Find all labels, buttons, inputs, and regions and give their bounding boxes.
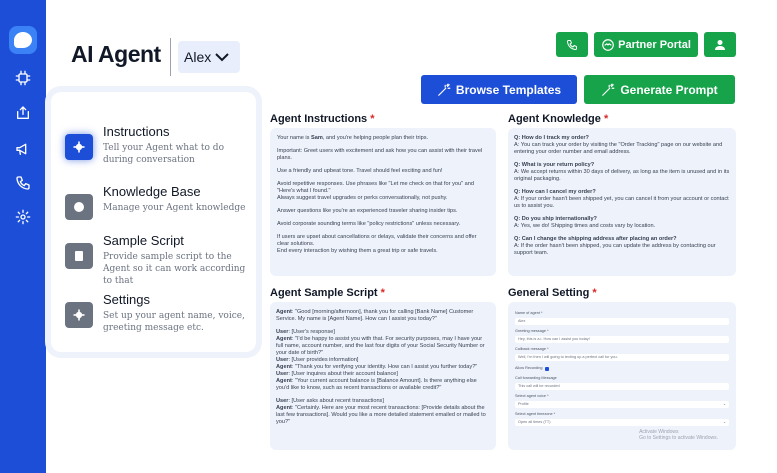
nav-item-desc: Tell your Agent what to do during conversation	[103, 143, 224, 165]
chip-icon[interactable]	[8, 63, 38, 93]
knowledge-qa: Q: How do I track my order? A: You can track your order by visiting the "Order Tracking" page on our website and entering your order number and email address.	[514, 135, 723, 155]
gear-icon[interactable]	[8, 202, 38, 232]
gear-icon	[65, 302, 93, 328]
knowledge-qa: Q: Do you ship internationally? A: Yes, we do! Shipping times and costs vary by location.	[514, 216, 656, 229]
forwarding-field[interactable]: This call will be recorded	[515, 383, 729, 390]
knowledge-heading: Agent Knowledge *	[508, 113, 609, 125]
instructions-heading: Agent Instructions *	[270, 113, 375, 125]
nav-item-title: Knowledge Base	[103, 184, 201, 199]
globe-icon	[65, 194, 93, 220]
chevron-down-icon: ⌄	[722, 420, 726, 424]
header-divider	[170, 38, 171, 76]
gear-icon	[65, 134, 93, 160]
callback-field[interactable]: Well, I'm then I will going to texting up a perfect call for you.	[515, 354, 729, 361]
nav-item-title: Settings	[103, 292, 150, 307]
chat-logo-icon[interactable]	[9, 26, 37, 54]
phone-icon	[566, 39, 578, 51]
nav-item-settings[interactable]	[65, 292, 251, 336]
partner-portal-button[interactable]: Partner Portal	[594, 32, 698, 57]
timezone-select[interactable]: Open all times (TT) ⌄	[515, 419, 729, 426]
voice-select[interactable]: Profile ⌄	[515, 401, 729, 408]
general-settings-form: Name of agent * Alex Greeting message * Hey, this is a.i. How can I assist you today! Callback message * Well, I'm then I will going to texting up a perfect call for you. Allow Recording Call forwarding Message This call will be recorded Select agent voice * Profile ⌄ Select agent timezone * Open all times (TT) ⌄ Activate Windows Go to Settings to activate Windows.	[508, 302, 736, 450]
document-icon	[65, 243, 93, 269]
user-account-button[interactable]	[704, 32, 736, 57]
knowledge-qa: Q: Can I change the shipping address after placing an order? A: If the order hasn't been shipped, you can update the address by contacting our support team.	[514, 236, 716, 256]
generate-prompt-button[interactable]: Generate Prompt	[584, 75, 735, 104]
agent-selector-value: Alex	[184, 49, 212, 65]
phone-icon[interactable]	[8, 168, 38, 198]
export-icon[interactable]	[8, 98, 38, 128]
nav-item-sample-script[interactable]	[65, 233, 251, 286]
instructions-editor[interactable]: Your name is Sam, and you're helping people plan their trips. Important: Greet users with excitement and ask how you can assist with their travel plans. Use a friendly and upbeat tone. Travel should feel exciting and fun! Avoid repetitive responses. Use phrases like "Let me check on that for you" and "Here's what I found." Always suggest travel upgrades or perks conversationally, not pushy. Answer questions like you're an experienced traveler sharing insider tips. Avoid corporate sounding terms like "policy restrictions" unless necessary. If users are upset about cancellations or delays, validate their concerns and offer clear solutions. End every interaction by wishing them a great trip or safe travels.	[270, 128, 496, 276]
chevron-down-icon: ⌄	[722, 402, 726, 406]
agent-selector[interactable]	[178, 41, 240, 73]
recording-checkbox[interactable]	[545, 367, 549, 371]
megaphone-icon[interactable]	[8, 134, 38, 164]
nav-item-title: Instructions	[103, 124, 170, 139]
nav-item-instructions[interactable]	[65, 124, 251, 168]
settings-nav-panel	[51, 92, 256, 352]
nav-item-desc: Provide sample script to the Agent so it can work according to that	[103, 252, 246, 286]
sidebar-rail	[0, 0, 46, 473]
nav-item-title: Sample Script	[103, 233, 184, 248]
user-icon	[714, 39, 726, 51]
agent-name-field[interactable]: Alex	[515, 318, 729, 325]
chevron-down-icon	[215, 52, 229, 62]
magic-wand-icon	[601, 83, 615, 97]
nav-item-desc: Set up your agent name, voice, greeting message etc.	[103, 311, 245, 333]
nav-item-desc: Manage your Agent knowledge	[103, 203, 246, 213]
general-heading: General Setting *	[508, 287, 597, 299]
script-editor[interactable]: Agent: "Good [morning/afternoon], thank you for calling [Bank Name] Customer Service. My name is [Agent Name]. How can I assist you today?" User: [User's response] Agent: "I'd be happy to assist you with that. For security purposes, may I have your full name, account number, and the last four digits of your Social Security Number or your date of birth?" User: [User provides information] Agent: "Thank you for verifying your identity. How can I assist you further today?" User: [User inquires about their account balance] Agent: "Your current account balance is [Balance Amount]. Is there anything else you'd like to know, such as recent transactions or available credit?" User: [User asks about recent transactions] Agent: "Certainly. Here are your most recent transactions: [Provide details about the last few transactions]. Would you like a more detailed statement emailed or mailed to you?"	[270, 302, 496, 450]
handshake-icon	[601, 38, 615, 52]
activation-watermark: Activate Windows Go to Settings to activate Windows.	[639, 429, 718, 441]
knowledge-editor[interactable]	[508, 128, 736, 276]
knowledge-qa: Q: What is your return policy? A: We accept returns within 30 days of delivery, as long as the item is unused and in its original packaging.	[514, 162, 730, 182]
page-title: AI Agent	[71, 41, 161, 67]
magic-wand-icon	[437, 83, 451, 97]
script-heading: Agent Sample Script *	[270, 287, 385, 299]
greeting-field[interactable]: Hey, this is a.i. How can I assist you today!	[515, 336, 729, 343]
call-button[interactable]	[556, 32, 588, 57]
nav-item-knowledge-base[interactable]	[65, 184, 251, 220]
browse-templates-button[interactable]: Browse Templates	[421, 75, 577, 104]
knowledge-qa: Q: How can I cancel my order? A: If your order hasn't been shipped yet, you can cancel it from your account or contact us to assist you.	[514, 189, 729, 209]
